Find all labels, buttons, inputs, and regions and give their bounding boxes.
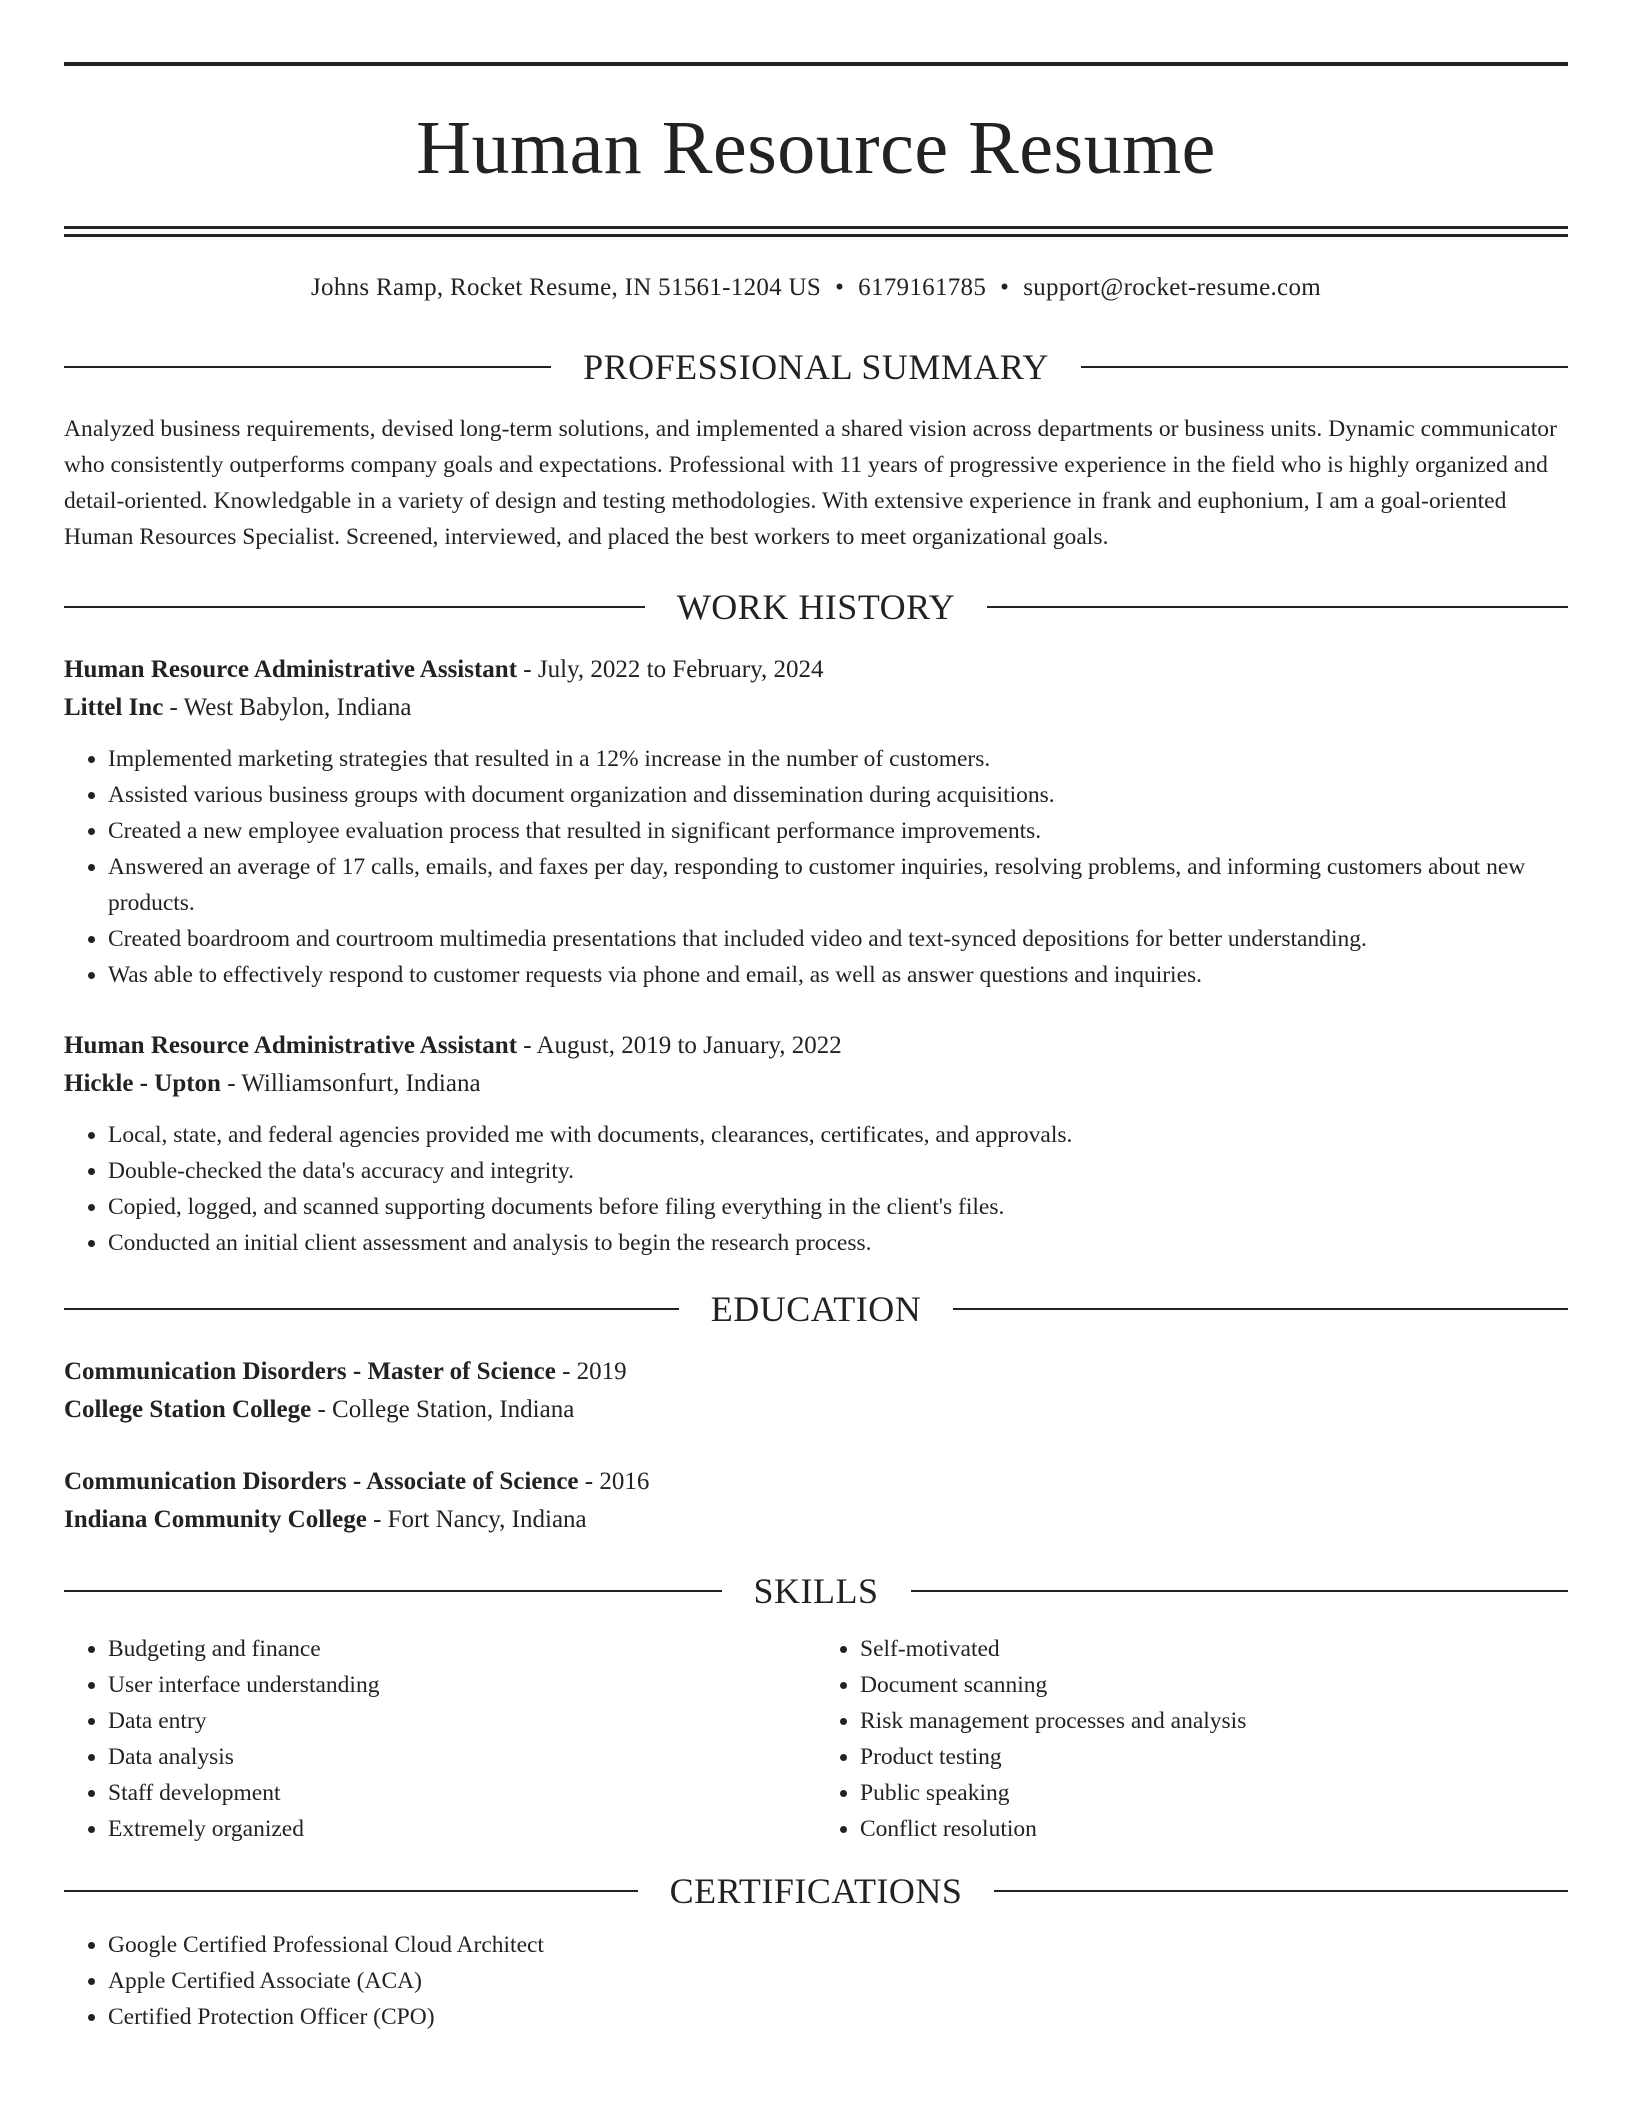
job-company-line	[64, 1065, 1568, 1103]
heading-rule	[953, 1308, 1568, 1310]
list-item: • Certified Protection Officer (CPO)	[108, 1999, 1568, 2035]
degree: Communication Disorders - Associate of Science	[64, 1468, 579, 1495]
job-title: Human Resource Administrative Assistant	[64, 1032, 518, 1059]
job-title-line	[64, 1027, 1568, 1065]
section-title: SKILLS	[753, 1571, 879, 1611]
job-location: - West Babylon, Indiana	[163, 694, 412, 721]
list-item: • Double-checked the data's accuracy and integrity.	[108, 1153, 1568, 1189]
list-item: • Self-motivated	[860, 1631, 1568, 1667]
section-title: WORK HISTORY	[676, 587, 956, 627]
contact-line	[64, 271, 1568, 305]
job-dates: - August, 2019 to January, 2022	[517, 1032, 842, 1059]
section-title: PROFESSIONAL SUMMARY	[583, 347, 1049, 387]
education-entry	[64, 1463, 1568, 1539]
education-entry	[64, 1353, 1568, 1429]
heading-rule	[64, 366, 551, 368]
page-title: Human Resource Resume	[416, 106, 1216, 190]
list-item: • Assisted various business groups with document organization and dissemination during acquisitions.	[108, 777, 1568, 813]
contact-separator: •	[1000, 274, 1010, 301]
job-title: Human Resource Administrative Assistant	[64, 656, 518, 683]
section-title: EDUCATION	[710, 1289, 922, 1329]
contact-email: support@rocket-resume.com	[1023, 274, 1321, 301]
contact-phone: 6179161785	[858, 274, 987, 301]
list-item: • Data entry	[108, 1703, 816, 1739]
job-title-line	[64, 651, 1568, 689]
heading-rule	[994, 1890, 1568, 1892]
degree-year: - 2019	[555, 1358, 627, 1385]
summary-text: Analyzed business requirements, devised long-term solutions, and implemented a shared vision across departments or business units. Dynamic communicator who consistently outperforms company goals and expectations. Professional with 11 years of progressive experience in the field who is highly organized and detail-oriented. Knowledgable in a variety of design and testing methodologies. With extensive experience in frank and euphonium, I am a goal-oriented Human Resources Specialist. Screened, interviewed, and placed the best workers to meet organizational goals.	[64, 416, 1557, 550]
section-heading-skills	[64, 1569, 1568, 1613]
list-item: • Extremely organized	[108, 1811, 816, 1847]
heading-rule	[1081, 366, 1568, 368]
job-company-line	[64, 689, 1568, 727]
list-item: • Staff development	[108, 1775, 816, 1811]
section-heading-summary	[64, 345, 1568, 389]
certifications-list	[64, 1927, 1568, 2035]
job-bullets	[64, 741, 1568, 993]
school-line	[64, 1391, 1568, 1429]
heading-rule	[64, 1308, 679, 1310]
list-item: • Document scanning	[860, 1667, 1568, 1703]
contact-separator: •	[835, 274, 845, 301]
section-heading-work	[64, 585, 1568, 629]
list-item: • Google Certified Professional Cloud Architect	[108, 1927, 1568, 1963]
list-item: • Answered an average of 17 calls, emails, and faxes per day, responding to customer inquiries, resolving problems, and informing customers about new products.	[108, 849, 1568, 921]
section-heading-certifications	[64, 1869, 1568, 1913]
list-item: • Implemented marketing strategies that resulted in a 12% increase in the number of customers.	[108, 741, 1568, 777]
degree-line	[64, 1463, 1568, 1501]
list-item: • Product testing	[860, 1739, 1568, 1775]
top-rule	[64, 62, 1568, 66]
title-rule-lower	[64, 234, 1568, 237]
heading-rule	[911, 1590, 1569, 1592]
list-item: • Conducted an initial client assessment and analysis to begin the research process.	[108, 1225, 1568, 1261]
skills-left-list	[64, 1631, 816, 1847]
degree-line	[64, 1353, 1568, 1391]
job-dates: - July, 2022 to February, 2024	[517, 656, 824, 683]
list-item: • Created a new employee evaluation process that resulted in significant performance improvements.	[108, 813, 1568, 849]
heading-rule	[64, 606, 645, 608]
degree-year: - 2016	[578, 1468, 650, 1495]
job-company: Hickle - Upton	[64, 1070, 221, 1097]
list-item: • Copied, logged, and scanned supporting documents before filing everything in the client's files.	[108, 1189, 1568, 1225]
heading-rule	[64, 1590, 722, 1592]
list-item: • Risk management processes and analysis	[860, 1703, 1568, 1739]
list-item: • Local, state, and federal agencies provided me with documents, clearances, certificates, and approvals.	[108, 1117, 1568, 1153]
list-item: • Public speaking	[860, 1775, 1568, 1811]
list-item: • Conflict resolution	[860, 1811, 1568, 1847]
contact-address: Johns Ramp, Rocket Resume, IN 51561-1204 US	[310, 274, 822, 301]
list-item: • Was able to effectively respond to customer requests via phone and email, as well as answer questions and inquiries.	[108, 957, 1568, 993]
school-location: - Fort Nancy, Indiana	[366, 1506, 587, 1533]
list-item: • Data analysis	[108, 1739, 816, 1775]
job-company: Littel Inc	[64, 694, 164, 721]
title-rule-upper	[64, 226, 1568, 229]
degree: Communication Disorders - Master of Science	[64, 1358, 556, 1385]
skills-right-list	[816, 1631, 1568, 1847]
school-location: - College Station, Indiana	[311, 1396, 575, 1423]
school-line	[64, 1501, 1568, 1539]
job-bullets	[64, 1117, 1568, 1261]
list-item: • User interface understanding	[108, 1667, 816, 1703]
section-heading-education	[64, 1287, 1568, 1331]
job-entry	[64, 651, 1568, 993]
list-item: • Budgeting and finance	[108, 1631, 816, 1667]
skills-columns	[64, 1631, 1568, 1847]
heading-rule	[64, 1890, 638, 1892]
list-item: • Apple Certified Associate (ACA)	[108, 1963, 1568, 1999]
job-location: - Williamsonfurt, Indiana	[220, 1070, 481, 1097]
school: Indiana Community College	[64, 1506, 367, 1533]
job-entry	[64, 1027, 1568, 1261]
section-title: CERTIFICATIONS	[669, 1871, 963, 1911]
list-item: • Created boardroom and courtroom multimedia presentations that included video and text-synced depositions for better understanding.	[108, 921, 1568, 957]
school: College Station College	[64, 1396, 312, 1423]
heading-rule	[987, 606, 1568, 608]
